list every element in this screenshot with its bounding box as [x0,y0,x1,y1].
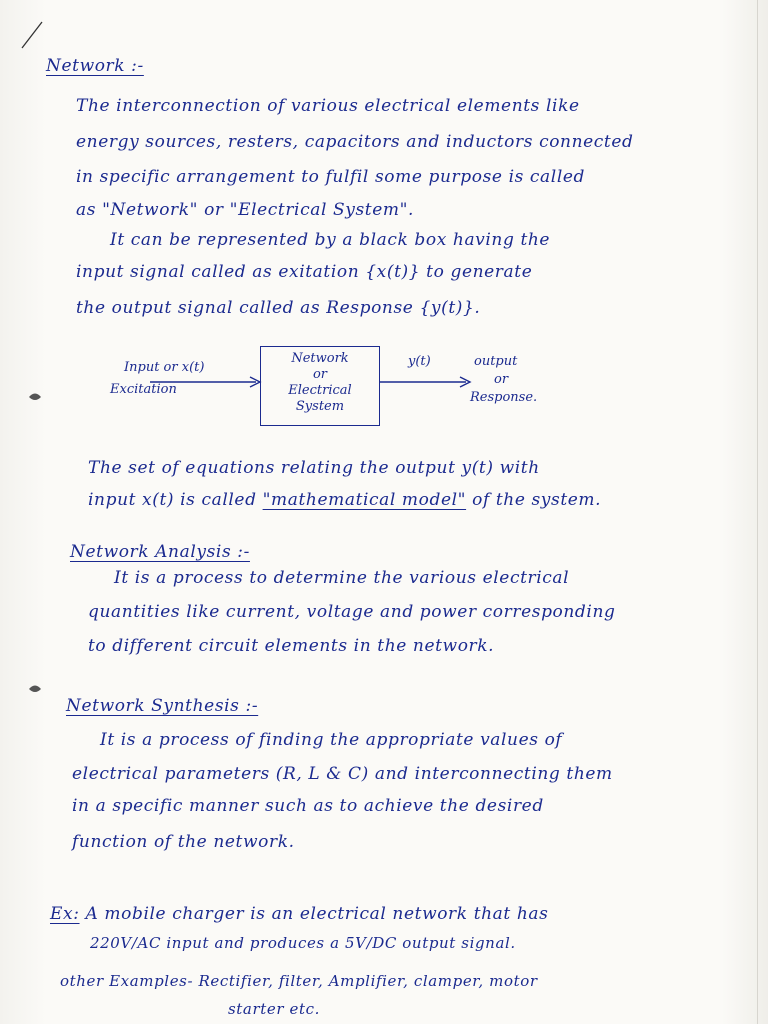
excitation-label: Excitation [110,382,177,397]
yt-label: y(t) [408,354,431,369]
network-line: It can be represented by a black box having the [110,230,551,250]
network-line: in specific arrangement to fulfil some purpose is called [76,167,586,187]
box-line: System [295,399,345,414]
network-block-diagram [110,340,590,435]
synthesis-heading: Network Synthesis :- [66,696,259,716]
network-line: the output signal called as Response {y(t)}. [76,298,481,318]
example-line: Ex: A mobile charger is an electrical network that has [50,904,549,924]
model-line: The set of equations relating the output y(t) with [88,458,540,478]
black-box [260,346,380,426]
other-examples-line: starter etc. [228,1000,320,1018]
model-line: input x(t) is called "mathematical model" of the system. [88,490,602,510]
box-line: Electrical [288,383,352,398]
network-line: as "Network" or "Electrical System". [76,200,415,220]
example-line: 220V/AC input and produces a 5V/DC output signal. [90,934,516,952]
box-line: or [312,367,328,382]
analysis-line: It is a process to determine the various electrical [114,568,570,588]
synthesis-line: in a specific manner such as to achieve the desired [72,796,544,816]
network-heading: Network :- [46,56,144,76]
synthesis-line: It is a process of finding the appropriate values of [100,730,563,750]
other-examples-line: other Examples- Rectifier, filter, Amplifier, clamper, motor [60,972,538,990]
input-label: Input or x(t) [124,360,205,375]
network-line: The interconnection of various electrical elements like [76,96,580,116]
network-line: energy sources, resters, capacitors and inductors connected [76,132,634,152]
network-line: input signal called as exitation {x(t)} to generate [76,262,533,282]
synthesis-line: function of the network. [72,832,295,852]
response-label: Response. [470,390,538,405]
output-label: output [474,354,518,369]
analysis-line: quantities like current, voltage and power corresponding [88,602,616,622]
pen-tick-mark [18,18,48,52]
example-prefix: Ex: [50,904,80,924]
binder-hole-icon [28,392,42,402]
box-line: Network [291,351,349,366]
synthesis-line: electrical parameters (R, L & C) and interconnecting them [72,764,613,784]
or-label: or [494,372,509,387]
analysis-heading: Network Analysis :- [70,542,250,562]
mathematical-model-term: "mathematical model" [262,490,467,510]
analysis-line: to different circuit elements in the network. [88,636,495,656]
binder-hole-icon [28,684,42,694]
page-edge [757,0,758,1024]
